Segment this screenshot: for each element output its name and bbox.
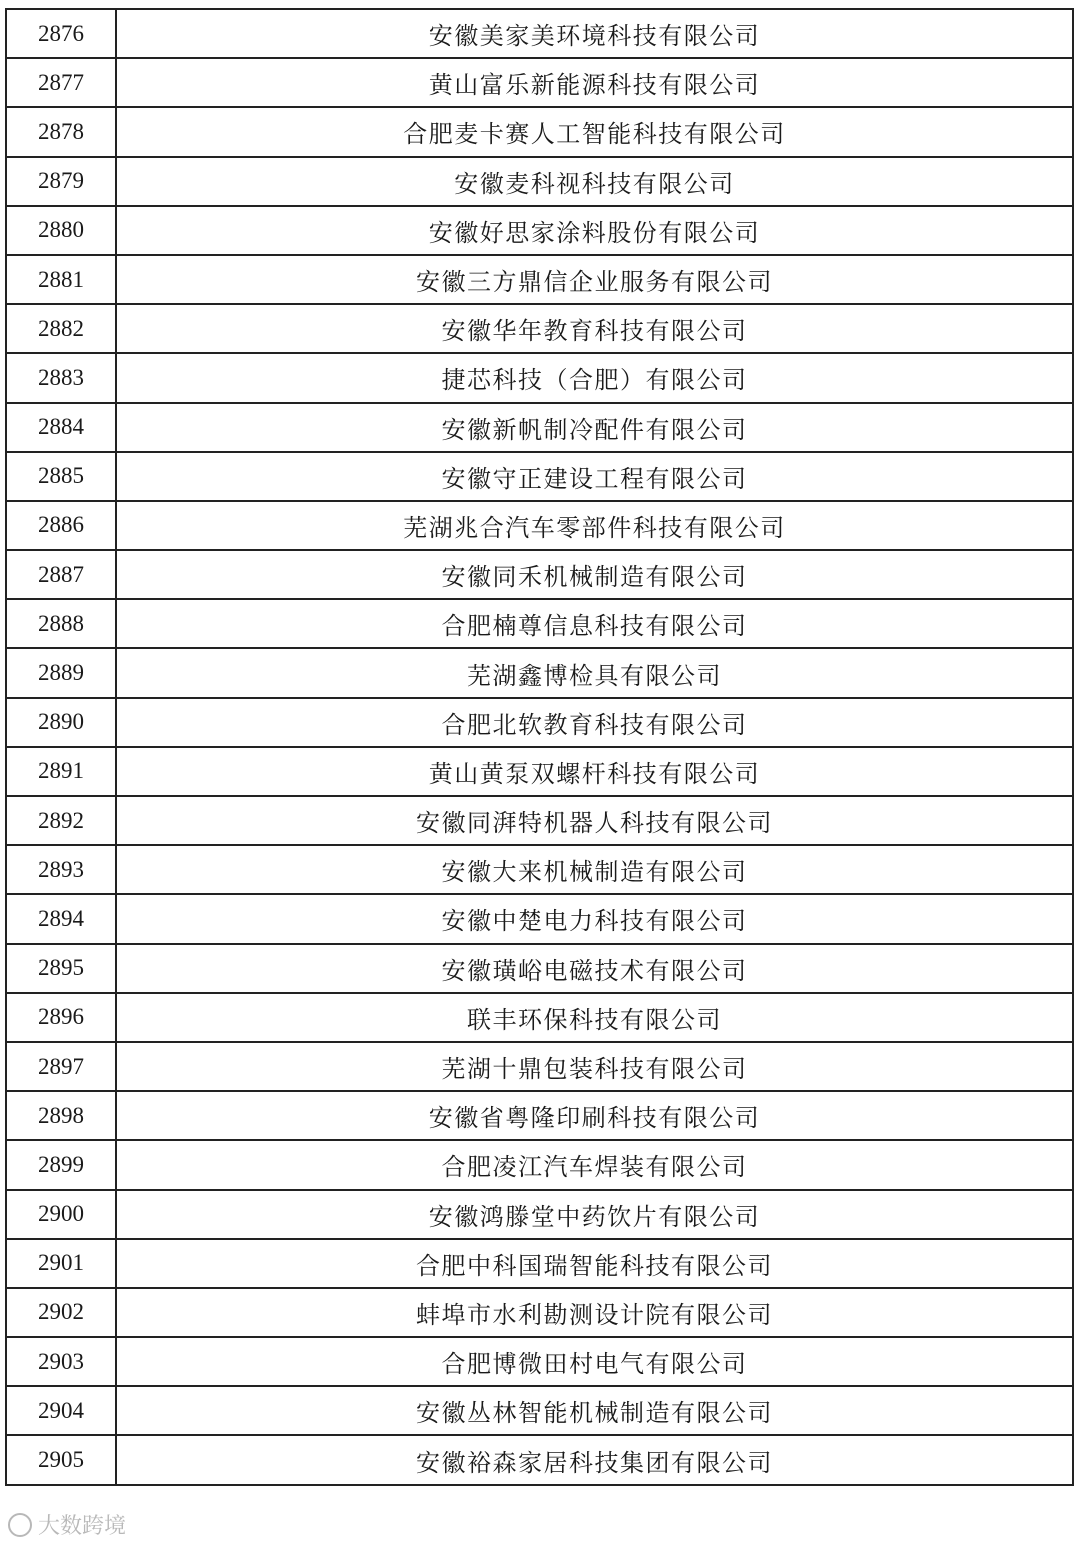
table-row <box>6 58 1073 107</box>
table-row <box>6 353 1073 402</box>
brand-logo-icon <box>8 1513 32 1537</box>
table-row <box>6 304 1073 353</box>
row-number-cell: 2888 <box>6 599 116 648</box>
row-number-cell: 2903 <box>6 1337 116 1386</box>
row-number-cell: 2896 <box>6 993 116 1042</box>
table-row <box>6 845 1073 894</box>
row-number-cell: 2905 <box>6 1435 116 1484</box>
row-number-cell: 2901 <box>6 1239 116 1288</box>
table-row <box>6 1091 1073 1140</box>
row-number-cell: 2902 <box>6 1288 116 1337</box>
table-row <box>6 255 1073 304</box>
company-name-cell: 安徽璜峪电磁技术有限公司 <box>116 944 1073 993</box>
row-number-cell: 2884 <box>6 403 116 452</box>
table-row <box>6 501 1073 550</box>
row-number-cell: 2879 <box>6 157 116 206</box>
table-row <box>6 944 1073 993</box>
table-row <box>6 1140 1073 1189</box>
table-row <box>6 1386 1073 1435</box>
table-row <box>6 1288 1073 1337</box>
company-name-cell: 安徽三方鼎信企业服务有限公司 <box>116 255 1073 304</box>
row-number-cell: 2886 <box>6 501 116 550</box>
row-number-cell: 2887 <box>6 550 116 599</box>
table-row <box>6 993 1073 1042</box>
table-row <box>6 452 1073 501</box>
company-name-cell: 芜湖十鼎包装科技有限公司 <box>116 1042 1073 1091</box>
watermark-text: 大数跨境 <box>38 1514 127 1539</box>
row-number-cell: 2900 <box>6 1190 116 1239</box>
company-name-cell: 合肥麦卡赛人工智能科技有限公司 <box>116 107 1073 156</box>
row-number-cell: 2891 <box>6 747 116 796</box>
table-row <box>6 894 1073 943</box>
table-row <box>6 403 1073 452</box>
row-number-cell: 2880 <box>6 206 116 255</box>
table-row <box>6 747 1073 796</box>
company-name-cell: 芜湖兆合汽车零部件科技有限公司 <box>116 501 1073 550</box>
table-body <box>6 9 1073 1485</box>
row-number-cell: 2890 <box>6 698 116 747</box>
company-name-cell: 合肥博微田村电气有限公司 <box>116 1337 1073 1386</box>
company-name-cell: 芜湖鑫博检具有限公司 <box>116 648 1073 697</box>
company-name-cell: 合肥凌江汽车焊装有限公司 <box>116 1140 1073 1189</box>
company-name-cell: 蚌埠市水利勘测设计院有限公司 <box>116 1288 1073 1337</box>
row-number-cell: 2894 <box>6 894 116 943</box>
company-name-cell: 联丰环保科技有限公司 <box>116 993 1073 1042</box>
row-number-cell: 2899 <box>6 1140 116 1189</box>
row-number-cell: 2904 <box>6 1386 116 1435</box>
company-name-cell: 安徽大来机械制造有限公司 <box>116 845 1073 894</box>
company-name-cell: 安徽守正建设工程有限公司 <box>116 452 1073 501</box>
table-row <box>6 107 1073 156</box>
table-row <box>6 550 1073 599</box>
company-list-table <box>5 8 1074 1486</box>
table-row <box>6 1435 1073 1484</box>
company-name-cell: 安徽美家美环境科技有限公司 <box>116 9 1073 58</box>
row-number-cell: 2883 <box>6 353 116 402</box>
company-name-cell: 安徽同湃特机器人科技有限公司 <box>116 796 1073 845</box>
table-row <box>6 599 1073 648</box>
table-row <box>6 648 1073 697</box>
watermark <box>8 1509 126 1540</box>
company-name-cell: 合肥北软教育科技有限公司 <box>116 698 1073 747</box>
company-name-cell: 合肥中科国瑞智能科技有限公司 <box>116 1239 1073 1288</box>
table-row <box>6 1042 1073 1091</box>
table-row <box>6 1239 1073 1288</box>
row-number-cell: 2881 <box>6 255 116 304</box>
company-name-cell: 安徽省粤隆印刷科技有限公司 <box>116 1091 1073 1140</box>
company-name-cell: 安徽华年教育科技有限公司 <box>116 304 1073 353</box>
table-row <box>6 206 1073 255</box>
table-row <box>6 796 1073 845</box>
company-name-cell: 安徽丛林智能机械制造有限公司 <box>116 1386 1073 1435</box>
row-number-cell: 2892 <box>6 796 116 845</box>
row-number-cell: 2898 <box>6 1091 116 1140</box>
company-name-cell: 安徽鸿滕堂中药饮片有限公司 <box>116 1190 1073 1239</box>
company-name-cell: 安徽同禾机械制造有限公司 <box>116 550 1073 599</box>
row-number-cell: 2889 <box>6 648 116 697</box>
company-name-cell: 安徽麦科视科技有限公司 <box>116 157 1073 206</box>
row-number-cell: 2897 <box>6 1042 116 1091</box>
company-name-cell: 安徽中楚电力科技有限公司 <box>116 894 1073 943</box>
table-row <box>6 698 1073 747</box>
row-number-cell: 2895 <box>6 944 116 993</box>
company-name-cell: 合肥楠尊信息科技有限公司 <box>116 599 1073 648</box>
table-row <box>6 9 1073 58</box>
row-number-cell: 2893 <box>6 845 116 894</box>
row-number-cell: 2885 <box>6 452 116 501</box>
table-row <box>6 157 1073 206</box>
company-name-cell: 安徽裕森家居科技集团有限公司 <box>116 1435 1073 1484</box>
row-number-cell: 2876 <box>6 9 116 58</box>
row-number-cell: 2882 <box>6 304 116 353</box>
company-name-cell: 安徽好思家涂料股份有限公司 <box>116 206 1073 255</box>
company-name-cell: 捷芯科技（合肥）有限公司 <box>116 353 1073 402</box>
company-name-cell: 安徽新帆制冷配件有限公司 <box>116 403 1073 452</box>
company-name-cell: 黄山黄泵双螺杆科技有限公司 <box>116 747 1073 796</box>
table-row <box>6 1337 1073 1386</box>
table-row <box>6 1190 1073 1239</box>
company-name-cell: 黄山富乐新能源科技有限公司 <box>116 58 1073 107</box>
row-number-cell: 2877 <box>6 58 116 107</box>
row-number-cell: 2878 <box>6 107 116 156</box>
